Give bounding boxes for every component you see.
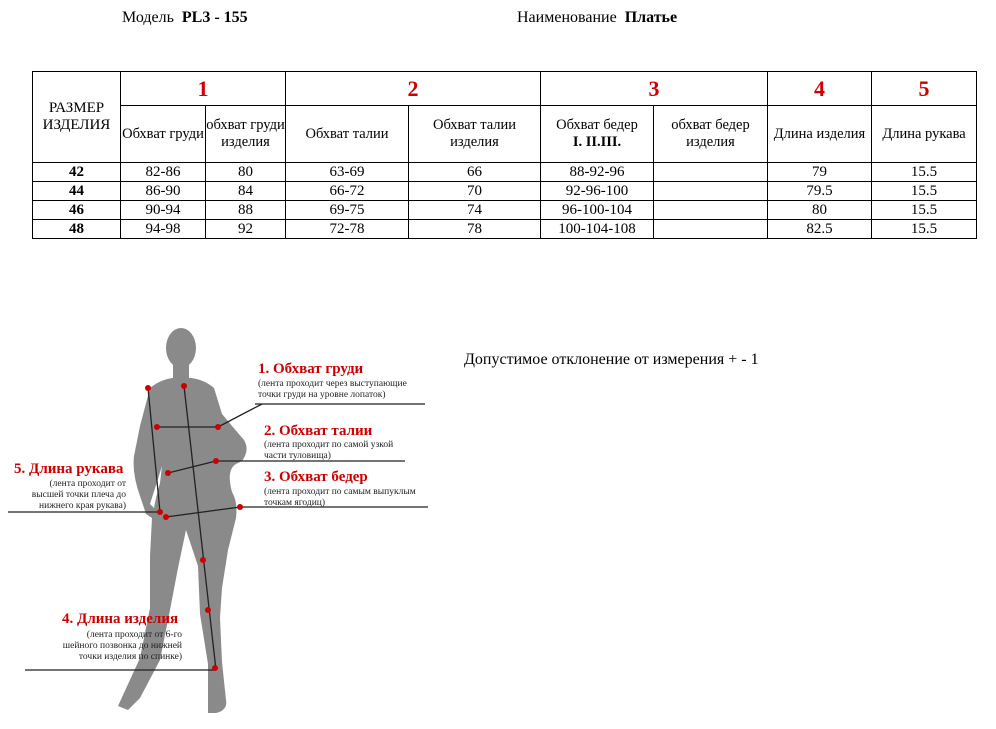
table-cell: 90-94 <box>121 201 206 220</box>
table-row <box>33 182 977 201</box>
label-desc: (лента проходит от <box>49 479 126 489</box>
model-label: Модель <box>122 9 174 26</box>
label-sleeve-length <box>14 461 127 511</box>
measurement-figure <box>0 318 460 723</box>
group-number: 1 <box>121 72 286 106</box>
label-garment-length <box>62 611 182 662</box>
label-desc: (лента проходит по самой узкой <box>264 440 394 450</box>
label-desc: части туловища) <box>264 451 331 461</box>
table-cell: 79.5 <box>768 182 872 201</box>
table-cell: 15.5 <box>872 182 977 201</box>
label-title: 1. Обхват груди <box>258 361 364 377</box>
label-desc: высшей точки плеча до <box>31 490 126 500</box>
table-cell: 86-90 <box>121 182 206 201</box>
table-cell <box>654 163 768 182</box>
size-column-header: РАЗМЕР ИЗДЕЛИЯ <box>33 72 121 163</box>
column-header <box>541 106 654 163</box>
table-cell: 72-78 <box>286 220 409 239</box>
column-header-sub: I. II.III. <box>572 134 622 150</box>
size-cell: 42 <box>33 163 121 182</box>
product-name-label: Наименование <box>517 9 617 26</box>
table-cell <box>654 201 768 220</box>
table-cell: 92 <box>206 220 286 239</box>
model-header <box>122 9 248 27</box>
table-cell: 84 <box>206 182 286 201</box>
product-name-header <box>517 9 677 27</box>
column-header: Обхват груди <box>121 106 206 163</box>
table-cell: 96-100-104 <box>541 201 654 220</box>
table-cell: 66-72 <box>286 182 409 201</box>
table-cell: 66 <box>409 163 541 182</box>
label-chest <box>258 361 407 400</box>
table-cell: 88 <box>206 201 286 220</box>
label-title: 2. Обхват талии <box>264 423 373 439</box>
table-cell: 88-92-96 <box>541 163 654 182</box>
table-cell: 70 <box>409 182 541 201</box>
column-header: Длина изделия <box>768 106 872 163</box>
size-cell: 46 <box>33 201 121 220</box>
tolerance-note: Допустимое отклонение от измерения + - 1 <box>464 351 759 368</box>
label-desc: (лента проходит через выступающие <box>258 379 407 389</box>
model-value: PL3 - 155 <box>181 9 248 26</box>
label-desc: (лента проходит от 6-го <box>86 630 182 640</box>
table-cell: 74 <box>409 201 541 220</box>
group-number: 5 <box>872 72 977 106</box>
table-cell <box>654 220 768 239</box>
size-cell: 48 <box>33 220 121 239</box>
column-header: Длина рукава <box>872 106 977 163</box>
table-cell: 15.5 <box>872 163 977 182</box>
label-desc: шейного позвонка до нижней <box>62 641 182 651</box>
column-header: Обхват талии <box>286 106 409 163</box>
table-cell: 92-96-100 <box>541 182 654 201</box>
column-header: обхват груди изделия <box>206 106 286 163</box>
label-title: 4. Длина изделия <box>62 611 179 627</box>
table-cell: 69-75 <box>286 201 409 220</box>
label-desc: (лента проходит по самым выпуклым <box>264 487 416 497</box>
table-cell: 15.5 <box>872 201 977 220</box>
table-row <box>33 201 977 220</box>
column-header: обхват бедер изделия <box>654 106 768 163</box>
size-cell: 44 <box>33 182 121 201</box>
table-cell: 100-104-108 <box>541 220 654 239</box>
table-cell: 82.5 <box>768 220 872 239</box>
label-waist <box>264 423 393 461</box>
label-desc: точки изделия по спинке) <box>78 652 182 662</box>
label-hips <box>264 469 416 508</box>
label-desc: точки груди на уровне лопаток) <box>258 390 386 400</box>
table-cell <box>654 182 768 201</box>
table-cell: 79 <box>768 163 872 182</box>
column-header-row <box>33 106 977 163</box>
label-title: 5. Длина рукава <box>14 461 124 477</box>
table-cell: 78 <box>409 220 541 239</box>
group-number: 2 <box>286 72 541 106</box>
table-cell: 63-69 <box>286 163 409 182</box>
table-cell: 80 <box>768 201 872 220</box>
product-name-value: Платье <box>624 9 678 26</box>
size-table <box>32 71 977 239</box>
column-header-text: Обхват бедер <box>556 117 638 133</box>
label-title: 3. Обхват бедер <box>264 469 368 485</box>
label-desc: точкам ягодиц) <box>264 498 326 508</box>
table-cell: 94-98 <box>121 220 206 239</box>
group-number-row <box>33 72 977 106</box>
table-cell: 15.5 <box>872 220 977 239</box>
group-number: 3 <box>541 72 768 106</box>
table-cell: 80 <box>206 163 286 182</box>
table-row <box>33 220 977 239</box>
table-cell: 82-86 <box>121 163 206 182</box>
table-row <box>33 163 977 182</box>
group-number: 4 <box>768 72 872 106</box>
label-desc: нижнего края рукава) <box>39 501 126 511</box>
column-header: Обхват талии изделия <box>409 106 541 163</box>
